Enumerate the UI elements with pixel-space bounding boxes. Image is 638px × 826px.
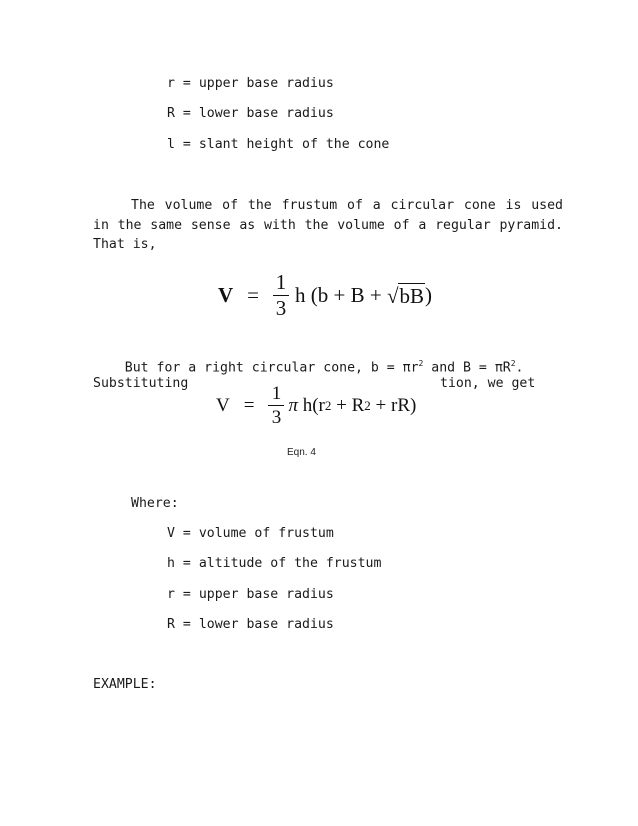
def-text: volume of frustum	[198, 526, 334, 541]
definition-lower-radius-2	[167, 617, 334, 633]
p2-line1-end: .	[515, 360, 524, 376]
equation-label: Eqn. 4	[287, 447, 316, 458]
paragraph-frustum-volume	[93, 196, 563, 255]
def-text: lower base radius	[198, 617, 334, 632]
pi-symbol: π	[288, 394, 298, 416]
radicand: bB	[399, 283, 424, 308]
def-symbol: h	[167, 556, 175, 571]
formula-equals: =	[243, 394, 255, 416]
def-equals: =	[182, 106, 191, 121]
def-equals: =	[182, 137, 191, 152]
square-root	[387, 283, 425, 309]
formula-close-paren: )	[425, 283, 432, 307]
def-symbol: R	[167, 617, 175, 632]
formula-fraction	[273, 272, 289, 319]
paragraph-text: The volume of the frustum of a circular cone is used in the same sense as with the volume of a regular pyramid. That is,	[93, 198, 563, 252]
formula-body-2: + R	[331, 394, 365, 416]
definition-volume	[167, 526, 334, 542]
def-symbol: V	[167, 526, 175, 541]
formula-frustum-volume	[218, 272, 432, 319]
def-text: slant height of the cone	[198, 137, 390, 152]
p2-line2-end: tion, we get	[440, 376, 536, 391]
fraction-numerator: 1	[271, 383, 282, 404]
formula-body: h (b + B +	[295, 283, 387, 307]
def-text: lower base radius	[198, 106, 334, 121]
p2-line2-start: Substituting	[93, 376, 189, 391]
def-symbol: r	[167, 76, 175, 91]
def-equals: =	[182, 556, 191, 571]
p2-sup-2: 2	[510, 359, 516, 368]
definition-slant-height	[167, 137, 389, 153]
def-equals: =	[182, 76, 191, 91]
p2-line1-start: But for a right circular cone, b = πr	[124, 360, 419, 376]
def-symbol: r	[167, 587, 175, 602]
formula-equals: =	[247, 283, 260, 307]
where-label: Where:	[131, 496, 179, 511]
def-text: upper base radius	[198, 587, 334, 602]
paragraph-right-cone-line-2-start	[93, 376, 188, 392]
fraction-bar	[268, 405, 284, 406]
formula-body-3: + rR)	[370, 394, 417, 416]
example-label: EXAMPLE:	[93, 677, 157, 692]
paragraph-right-cone-line-1	[93, 356, 563, 376]
formula-fraction	[268, 384, 284, 427]
def-symbol: l	[167, 137, 175, 152]
fraction-denominator: 3	[275, 296, 287, 320]
formula-body-1: h(r	[297, 394, 325, 416]
definition-upper-radius	[167, 76, 334, 92]
formula-sup-2: 2	[364, 397, 371, 413]
formula-sup-1: 2	[324, 397, 332, 413]
radical-sign-icon: √	[386, 283, 399, 308]
p2-line1-mid: and B = πR	[423, 360, 511, 376]
paragraph-right-cone-line-2-end	[440, 376, 535, 392]
formula-lhs: V	[218, 283, 234, 307]
formula-eqn-4	[216, 384, 416, 427]
def-text: altitude of the frustum	[198, 556, 382, 571]
def-symbol: R	[167, 106, 175, 121]
definition-altitude	[167, 556, 381, 572]
p2-sup-1: 2	[418, 359, 424, 368]
fraction-numerator: 1	[275, 270, 287, 294]
definition-lower-radius	[167, 106, 334, 122]
def-equals: =	[182, 617, 191, 632]
fraction-denominator: 3	[271, 407, 282, 428]
def-equals: =	[182, 587, 191, 602]
formula-lhs: V	[216, 394, 230, 416]
def-equals: =	[182, 526, 191, 541]
def-text: upper base radius	[198, 76, 334, 91]
definition-upper-radius-2	[167, 587, 334, 603]
